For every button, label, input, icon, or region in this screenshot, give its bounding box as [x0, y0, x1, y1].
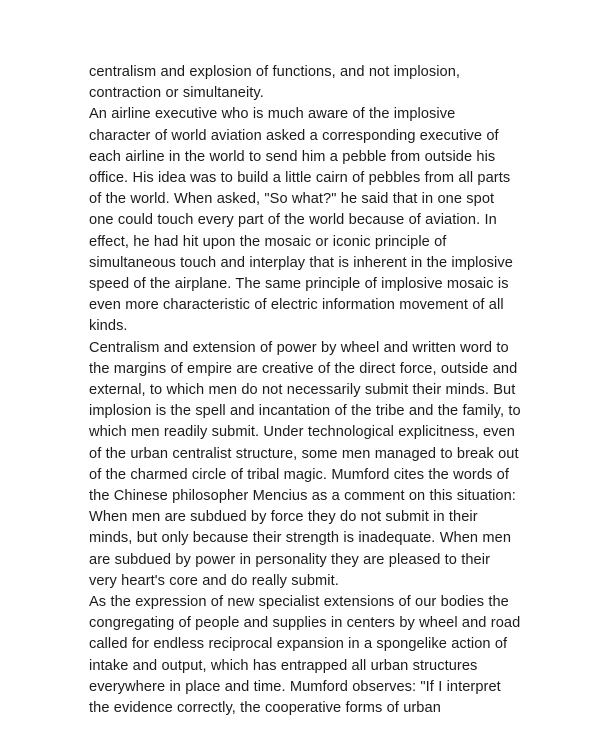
body-text-column [89, 62, 521, 719]
paragraph: centralism and explosion of functions, and not implosion, contraction or simultaneity. [89, 64, 461, 102]
paragraph: As the expression of new specialist extensions of our bodies the congregating of people and supplies in centers by wheel and road called for endless reciprocal expansion in a spongelike action of intake and output, which has entrapped all urban structures everywhere in place and time. Mumford observes: "If I interpret the evidence correctly, the cooperative forms of urban [89, 594, 521, 717]
block-quotation: When men are subdued by force they do not submit in their minds, but only because their strength is inadequate. When men are subdued by power in personality they are pleased to their very heart's core and do really submit. [89, 509, 512, 589]
paragraph: Centralism and extension of power by wheel and written word to the margins of empire are creative of the direct force, outside and external, to which men do not necessarily submit their minds. But implosion is the spell and incantation of the tribe and the family, to which men readily submit. Under technological explicitness, even of the urban centralist structure, some men managed to break out of the charmed circle of tribal magic. Mumford cites the words of the Chinese philosopher Mencius as a comment on this situation: [89, 339, 521, 505]
paragraph: An airline executive who is much aware of the implosive character of world aviation asked a corresponding executive of each airline in the world to send him a pebble from outside his office. His idea was to build a little cairn of pebbles from all parts of the world. When asked, "So what?" he said that in one spot one could touch every part of the world because of aviation. In effect, he had hit upon the mosaic or iconic principle of simultaneous touch and interplay that is inherent in the implosive speed of the airplane. The same principle of implosive mosaic is even more characteristic of electric information movement of all kinds. [89, 106, 513, 335]
